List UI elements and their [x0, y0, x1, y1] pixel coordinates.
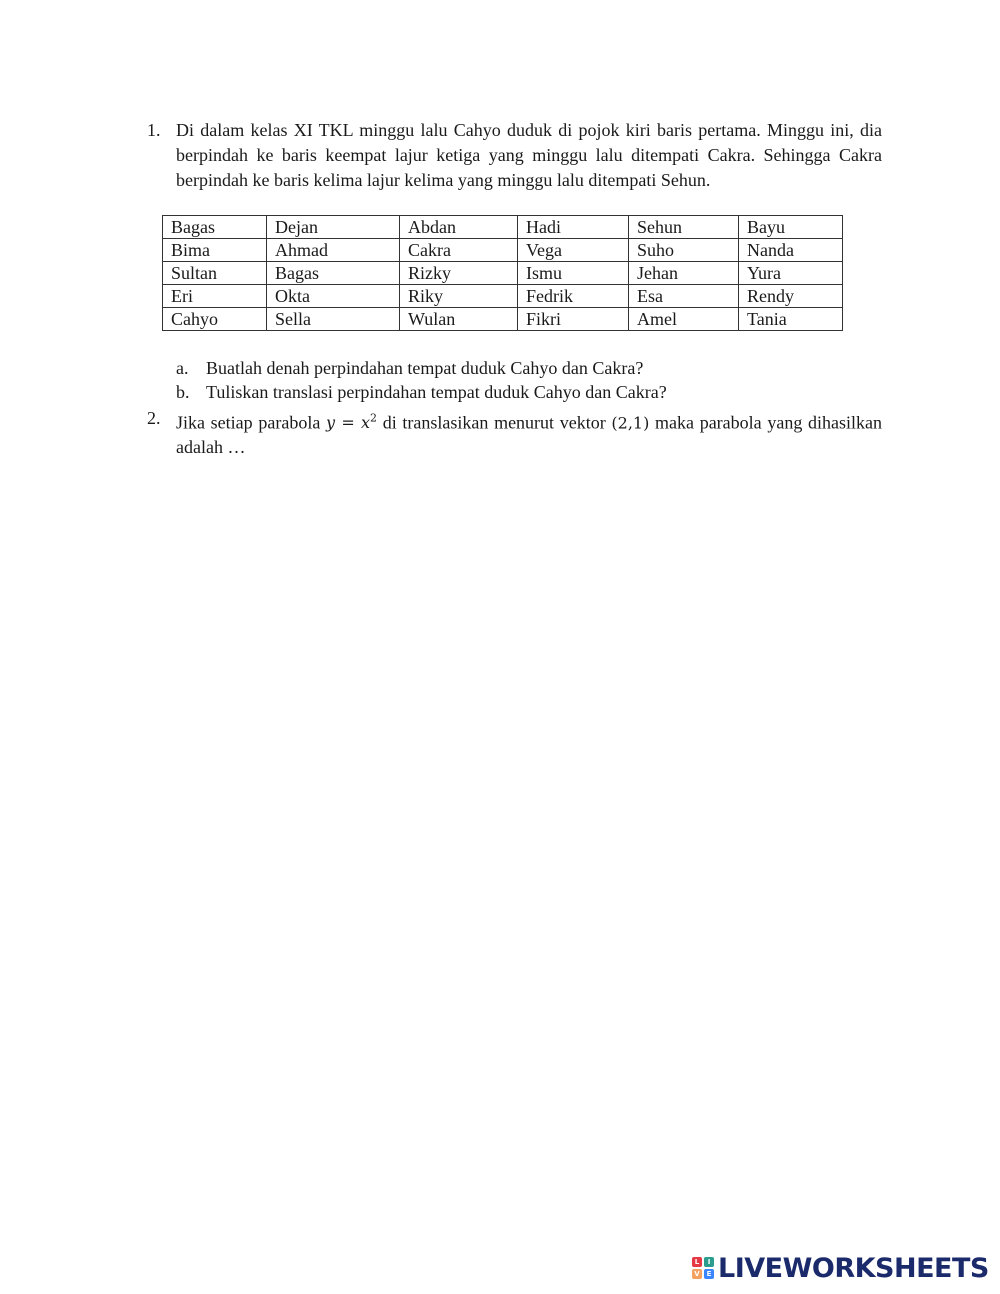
- question-2-text: [176, 406, 882, 460]
- translation-vector: (2,1): [611, 413, 650, 433]
- seating-cell: Okta: [267, 285, 400, 308]
- seating-row: [163, 216, 843, 239]
- seating-cell: Bayu: [739, 216, 843, 239]
- seating-row: [163, 262, 843, 285]
- seating-cell: Dejan: [267, 216, 400, 239]
- seating-cell: Riky: [400, 285, 518, 308]
- question-2-intro: Jika setiap parabola: [176, 412, 321, 433]
- question-1-number: 1.: [147, 120, 161, 140]
- seating-cell: Rizky: [400, 262, 518, 285]
- seating-cell: Sehun: [629, 216, 739, 239]
- subquestion-a-label: a.: [176, 358, 189, 378]
- formula-equals: =: [335, 413, 361, 433]
- formula-y: y: [326, 413, 336, 433]
- liveworksheets-logo: [692, 1251, 989, 1285]
- seating-cell: Yura: [739, 262, 843, 285]
- question-2: [147, 406, 882, 460]
- seating-cell: Ismu: [518, 262, 629, 285]
- seating-cell: Cakra: [400, 239, 518, 262]
- formula-exponent: 2: [370, 412, 378, 425]
- seating-row: [163, 308, 843, 331]
- subquestion-b: [176, 380, 667, 404]
- seating-cell: Sultan: [163, 262, 267, 285]
- question-2-number: 2.: [147, 408, 161, 428]
- subquestion-a-text: Buatlah denah perpindahan tempat duduk Cahyo dan Cakra?: [206, 358, 644, 378]
- question-1-text: Di dalam kelas XI TKL minggu lalu Cahyo duduk di pojok kiri baris pertama. Minggu ini, dia berpindah ke baris keempat lajur ketiga yang minggu lalu ditempati Cakra. Sehingga Cakra berpindah ke baris kelima lajur kelima yang minggu lalu ditempati Sehun.: [176, 120, 882, 190]
- seating-cell: Rendy: [739, 285, 843, 308]
- seating-cell: Eri: [163, 285, 267, 308]
- logo-tile: L: [692, 1257, 702, 1267]
- seating-cell: Nanda: [739, 239, 843, 262]
- seating-row: [163, 239, 843, 262]
- seating-cell: Abdan: [400, 216, 518, 239]
- logo-tile: E: [704, 1269, 714, 1279]
- seating-cell: Jehan: [629, 262, 739, 285]
- parabola-formula: [326, 413, 377, 432]
- seating-cell: Bima: [163, 239, 267, 262]
- seating-cell: Fikri: [518, 308, 629, 331]
- seating-cell: Suho: [629, 239, 739, 262]
- seating-cell: Sella: [267, 308, 400, 331]
- seating-cell: Wulan: [400, 308, 518, 331]
- seating-cell: Hadi: [518, 216, 629, 239]
- formula-x: x: [361, 413, 371, 433]
- seating-cell: Bagas: [163, 216, 267, 239]
- seating-cell: Ahmad: [267, 239, 400, 262]
- logo-tile: V: [692, 1269, 702, 1279]
- seating-cell: Tania: [739, 308, 843, 331]
- logo-tile: I: [704, 1257, 714, 1267]
- seating-cell: Amel: [629, 308, 739, 331]
- subquestion-b-label: b.: [176, 382, 190, 402]
- seating-row: [163, 285, 843, 308]
- question-1: [147, 118, 882, 193]
- seating-cell: Esa: [629, 285, 739, 308]
- seating-cell: Bagas: [267, 262, 400, 285]
- seating-cell: Cahyo: [163, 308, 267, 331]
- question-2-ending: maka parabola yang dihasilkan adalah …: [176, 412, 883, 458]
- seating-table: [162, 215, 843, 331]
- seating-cell: Fedrik: [518, 285, 629, 308]
- logo-text: LIVEWORKSHEETS: [718, 1252, 989, 1284]
- seating-cell: Vega: [518, 239, 629, 262]
- question-2-middle: di translasikan menurut vektor: [382, 412, 606, 433]
- logo-mark-icon: [692, 1257, 714, 1279]
- subquestion-b-text: Tuliskan translasi perpindahan tempat duduk Cahyo dan Cakra?: [206, 382, 667, 402]
- subquestion-a: [176, 356, 643, 380]
